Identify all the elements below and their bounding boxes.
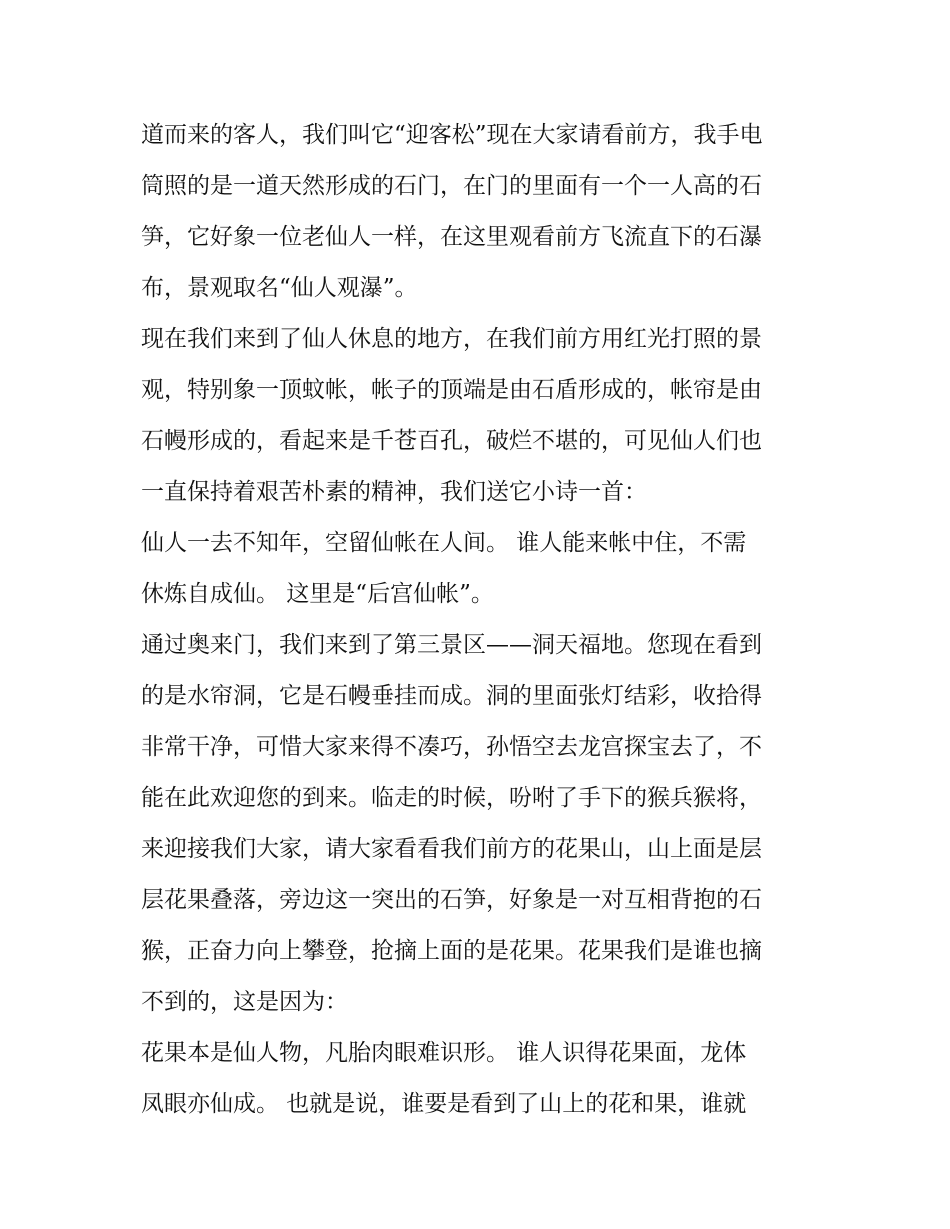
text-line: 道而来的客人，我们叫它“迎客松”现在大家请看前方，我手电 — [141, 122, 763, 148]
text-line: 现在我们来到了仙人休息的地方，在我们前方用红光打照的景 — [141, 326, 762, 352]
text-line: 一直保持着艰苦朴素的精神，我们送它小诗一首： — [141, 479, 647, 505]
text-line: 笋，它好象一位老仙人一样，在这里观看前方飞流直下的石瀑 — [141, 224, 762, 250]
text-line: 仙人一去不知年，空留仙帐在人间。 谁人能来帐中住，不需 — [141, 530, 747, 556]
text-line: 层花果叠落，旁边这一突出的石笋，好象是一对互相背抱的石 — [141, 887, 762, 913]
text-line: 观，特别象一顶蚊帐，帐子的顶端是由石盾形成的，帐帘是由 — [141, 377, 762, 403]
text-line: 布，景观取名“仙人观瀑”。 — [141, 275, 418, 301]
document-body — [141, 110, 821, 1130]
text-line: 能在此欢迎您的到来。临走的时候，吩咐了手下的猴兵猴将， — [141, 785, 762, 811]
text-line: 石幔形成的，看起来是千苍百孔，破烂不堪的，可见仙人们也 — [141, 428, 762, 454]
text-line: 不到的，这是因为： — [141, 989, 348, 1015]
text-line: 的是水帘洞，它是石幔垂挂而成。洞的里面张灯结彩，收拾得 — [141, 683, 762, 709]
text-line: 通过奥来门，我们来到了第三景区——洞天福地。您现在看到 — [141, 632, 762, 658]
text-line: 凤眼亦仙成。 也就是说，谁要是看到了山上的花和果，谁就 — [141, 1091, 747, 1117]
text-line: 非常干净，可惜大家来得不凑巧，孙悟空去龙宫探宝去了，不 — [141, 734, 762, 760]
text-line: 来迎接我们大家，请大家看看我们前方的花果山，山上面是层 — [141, 836, 762, 862]
text-line: 筒照的是一道天然形成的石门，在门的里面有一个一人高的石 — [141, 173, 762, 199]
text-line: 休炼自成仙。 这里是“后宫仙帐”。 — [141, 581, 494, 607]
text-line: 猴，正奋力向上攀登，抢摘上面的是花果。花果我们是谁也摘 — [141, 938, 762, 964]
text-line: 花果本是仙人物，凡胎肉眼难识形。 谁人识得花果面，龙体 — [141, 1040, 747, 1066]
